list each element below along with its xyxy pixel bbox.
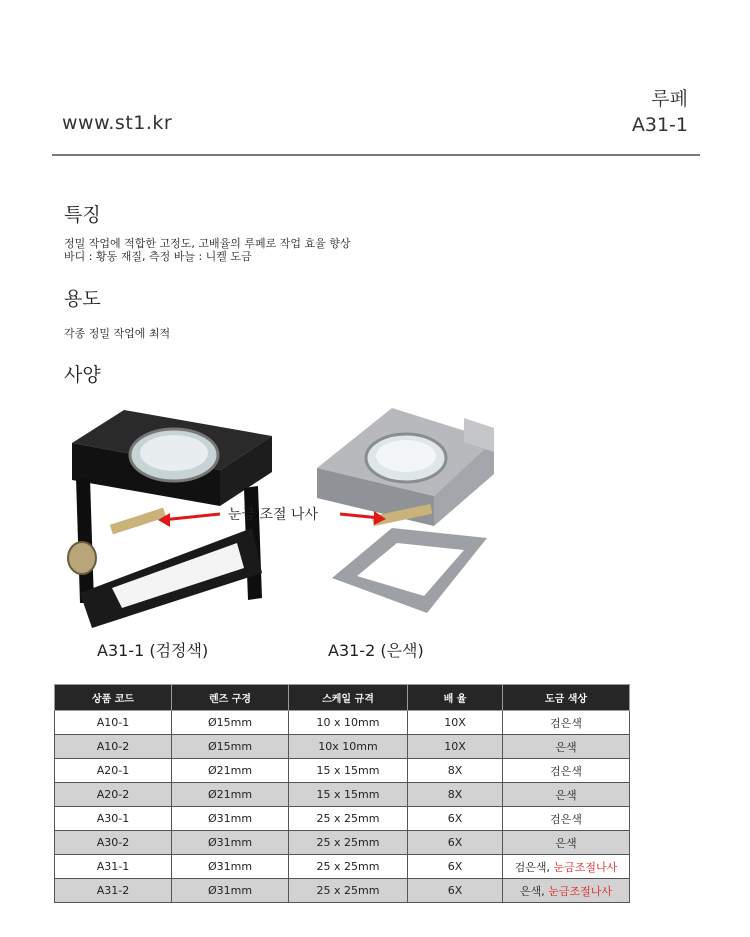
cell-color [503, 807, 630, 831]
cell-scale: 25 x 25mm [289, 879, 408, 903]
color-text: 은색 [555, 740, 577, 754]
spec-heading: 사양 [64, 364, 101, 386]
color-text: 검은색, [514, 860, 554, 874]
table-row [55, 879, 630, 903]
silver-loupe-image [317, 408, 494, 613]
header-divider [52, 154, 700, 156]
cell-mag: 8X [408, 759, 503, 783]
cell-code: A30-2 [55, 831, 172, 855]
product-title [632, 86, 688, 138]
usage-heading: 용도 [64, 288, 101, 310]
color-text: 은색 [555, 836, 577, 850]
cell-lens: Ø15mm [172, 735, 289, 759]
cell-scale: 10 x 10mm [289, 711, 408, 735]
cell-scale: 10x 10mm [289, 735, 408, 759]
usage-text: 각종 정밀 작업에 최적 [64, 327, 171, 340]
cell-lens: Ø15mm [172, 711, 289, 735]
color-text: 검은색 [550, 812, 582, 826]
cell-color [503, 879, 630, 903]
col-code: 상품 코드 [55, 685, 172, 711]
cell-color [503, 711, 630, 735]
cell-code: A30-1 [55, 807, 172, 831]
cell-code: A20-2 [55, 783, 172, 807]
col-color: 도금 색상 [503, 685, 630, 711]
cell-lens: Ø31mm [172, 831, 289, 855]
cell-code: A31-1 [55, 855, 172, 879]
cell-mag: 6X [408, 855, 503, 879]
cell-color [503, 831, 630, 855]
cell-mag: 6X [408, 807, 503, 831]
screw-note: 눈금조절나사 [548, 884, 612, 898]
caption-black: A31-1 (검정색) [97, 641, 209, 660]
cell-mag: 6X [408, 879, 503, 903]
col-lens: 렌즈 구경 [172, 685, 289, 711]
color-text: 은색, [519, 884, 549, 898]
color-text: 검은색 [550, 764, 582, 778]
site-url: www.st1.kr [62, 112, 173, 134]
cell-color [503, 783, 630, 807]
spec-header-row [55, 685, 630, 711]
cell-lens: Ø31mm [172, 807, 289, 831]
cell-color [503, 759, 630, 783]
cell-scale: 15 x 15mm [289, 783, 408, 807]
cell-scale: 25 x 25mm [289, 855, 408, 879]
features-heading: 특징 [64, 204, 101, 226]
table-row [55, 759, 630, 783]
table-row [55, 735, 630, 759]
table-row [55, 711, 630, 735]
cell-lens: Ø21mm [172, 759, 289, 783]
caption-silver: A31-2 (은색) [328, 641, 424, 660]
cell-scale: 15 x 15mm [289, 759, 408, 783]
cell-lens: Ø31mm [172, 879, 289, 903]
cell-code: A31-2 [55, 879, 172, 903]
screw-label: 눈금 조절 나사 [228, 507, 319, 523]
cell-color [503, 735, 630, 759]
table-row [55, 831, 630, 855]
cell-scale: 25 x 25mm [289, 831, 408, 855]
features-line-2: 바디 : 황동 재질, 측정 바늘 : 니켈 도금 [64, 250, 252, 263]
cell-scale: 25 x 25mm [289, 807, 408, 831]
product-photo [62, 398, 512, 638]
features-line-1: 정밀 작업에 적합한 고정도, 고배율의 루페로 작업 효율 향상 [64, 237, 351, 250]
cell-mag: 10X [408, 735, 503, 759]
col-mag: 배 율 [408, 685, 503, 711]
screw-note: 눈금조절나사 [553, 860, 618, 874]
table-row [55, 855, 630, 879]
spec-table [54, 684, 630, 903]
cell-color [503, 855, 630, 879]
cell-code: A20-1 [55, 759, 172, 783]
cell-mag: 6X [408, 831, 503, 855]
cell-code: A10-2 [55, 735, 172, 759]
cell-code: A10-1 [55, 711, 172, 735]
table-row [55, 783, 630, 807]
cell-mag: 8X [408, 783, 503, 807]
cell-mag: 10X [408, 711, 503, 735]
color-text: 은색 [555, 788, 577, 802]
cell-lens: Ø21mm [172, 783, 289, 807]
product-code: A31-1 [631, 114, 688, 136]
cell-lens: Ø31mm [172, 855, 289, 879]
color-text: 검은색 [550, 716, 582, 730]
col-scale: 스케일 규격 [289, 685, 408, 711]
product-name: 루페 [651, 88, 688, 110]
table-row [55, 807, 630, 831]
